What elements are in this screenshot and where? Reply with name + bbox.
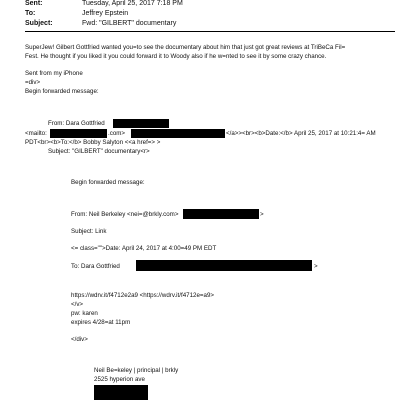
- sent-from-line: Sent from my iPhone: [25, 70, 83, 77]
- fwd1-from-line: From: Dara Gottfried: [48, 120, 105, 127]
- redaction-box: [50, 129, 107, 138]
- redaction-box: [94, 385, 148, 400]
- fwd2-begin-line: Begin forwarded message:: [71, 179, 145, 186]
- signature-name-line: Neil Be=keley | principal | brkly: [94, 367, 179, 374]
- signature-address-line: 2525 hyperion ave: [94, 376, 145, 383]
- body-line-1: SuperJew! Gilbert Gottfried wanted you=to see the documentary about him that just got great reviews at TriBeCa Fil=: [25, 44, 346, 51]
- fwd2-subject-line: Subject: Link: [71, 228, 107, 235]
- to-label: To:: [25, 10, 36, 17]
- fwd1-mailto-mid: .com>: [108, 130, 126, 137]
- redaction-box: [183, 209, 259, 219]
- redaction-box: [136, 260, 312, 271]
- header-divider: [25, 31, 395, 32]
- fwd2-expires-line: expires 4/28=at 11pm: [71, 319, 131, 326]
- fwd2-to-line: To: Dara Gottfried: [71, 263, 120, 270]
- fwd2-date-line: <= class="">Date: April 24, 2017 at 4:00=49 PM EDT: [71, 245, 217, 252]
- redaction-box: [131, 129, 225, 138]
- to-value: Jeffrey Epstein: [82, 10, 129, 17]
- body-line-2: Fest. He thought if you liked it you could forward it to Woody also if he w=nted to see it by some crazy chance.: [25, 53, 327, 60]
- fwd1-date-tail: </a>><br><b>Date:</b> April 25, 2017 at 10:21:4= AM: [226, 130, 376, 137]
- sent-label: Sent:: [25, 0, 43, 7]
- fwd2-from-tail: >: [260, 211, 264, 218]
- fwd1-mailto-start: <mailto:: [25, 130, 47, 137]
- redaction-box: [113, 119, 169, 128]
- fwd1-to-line: PDT<br><b>To:</b> Bobby Salyton <<a href=> >: [25, 139, 161, 146]
- subject-value: Fwd: "GILBERT" documentary: [82, 20, 177, 27]
- fwd2-link-line: https://wdrv.it/f4712e2a9 <https://wdrv.it/f4712e=a9>: [71, 292, 215, 299]
- fwd2-vi-close: </v>: [71, 301, 84, 308]
- fwd2-div-close: </div>: [71, 336, 88, 343]
- fwd2-to-tail: >: [314, 263, 318, 270]
- fwd2-from-line: From: Neil Berkeley <nei=@brkly.com>: [71, 211, 179, 218]
- fwd2-pw-line: pw: karen: [71, 310, 98, 317]
- sent-value: Tuesday, April 25, 2017 7:18 PM: [82, 0, 183, 7]
- div-close-line: =div>: [25, 79, 41, 86]
- begin-forwarded-line: Begin forwarded message:: [25, 88, 99, 95]
- subject-label: Subject:: [25, 20, 53, 27]
- fwd1-subject-line: Subject: "GILBERT" documentary<r>: [48, 148, 150, 155]
